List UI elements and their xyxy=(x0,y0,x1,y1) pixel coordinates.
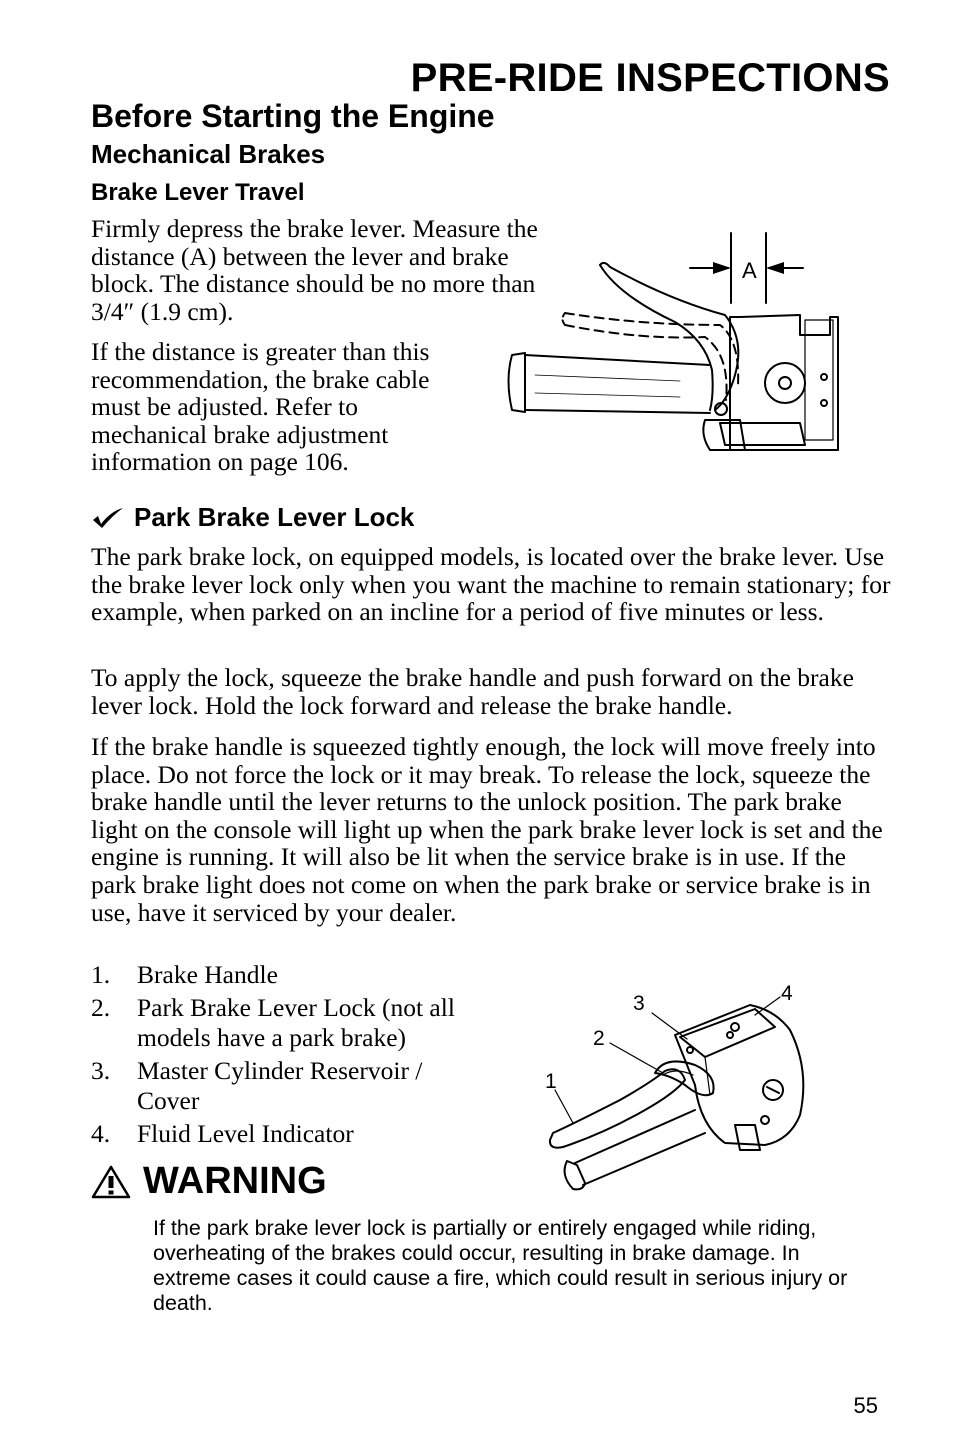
list-item-number: 4. xyxy=(91,1119,111,1148)
brake-block xyxy=(730,315,838,450)
park-brake-figure xyxy=(535,975,825,1200)
park-brake-paragraph-1: The park brake lock, on equipped models, is located over the brake lever. Use the brake lever lock only when you want the machine to remain stationary; for example, when parked on an incline for a period of five minutes or less. xyxy=(91,542,891,627)
grip-body xyxy=(525,355,710,413)
parts-list xyxy=(91,960,491,1152)
arrow-left xyxy=(713,262,731,274)
page-title: PRE-RIDE INSPECTIONS xyxy=(410,56,890,100)
warning-header xyxy=(91,1160,327,1203)
warning-text: If the park brake lever lock is partially or entirely engaged while riding, overheating of the brakes could occur, resulting in brake damage. In extreme cases it could cause a fire, which could result in serious injury or death. xyxy=(153,1216,848,1315)
grip-body xyxy=(575,1110,705,1185)
brake-lever-travel-paragraph-2: If the distance is greater than this recommendation, the brake cable must be adjusted. Refer to mechanical brake adjustment information on page 106. xyxy=(91,337,430,477)
park-brake-heading xyxy=(91,502,414,533)
list-item xyxy=(91,1119,491,1149)
warning-title: WARNING xyxy=(143,1160,327,1202)
adjuster-circle xyxy=(765,363,805,403)
brake-handle xyxy=(550,1069,685,1147)
brake-lever-travel-figure xyxy=(500,225,850,455)
subsection-heading: Mechanical Brakes xyxy=(91,139,326,169)
arrow-right xyxy=(766,262,784,274)
callout-1: 1 xyxy=(545,1070,557,1093)
callout-2: 2 xyxy=(593,1027,605,1050)
list-item-number: 3. xyxy=(91,1056,111,1085)
list-item-label: Master Cylinder Reservoir / Cover xyxy=(137,1056,423,1115)
list-item-label: Park Brake Lever Lock (not all models have a park brake) xyxy=(137,993,455,1052)
list-item-label: Brake Handle xyxy=(137,960,278,989)
park-brake-heading-label: Park Brake Lever Lock xyxy=(134,502,415,532)
list-item xyxy=(91,1056,491,1116)
park-brake-paragraph-3: If the brake handle is squeezed tightly enough, the lock will move freely into place. Do not force the lock or it may break. To release the lock, squeeze the brake handle until the lever returns to the unlock position. The park brake light on the console will light up when the park brake lever lock is set and the engine is running. It will also be lit when the service brake is in use. If the park brake light does not come on when the park brake or service brake is in use, have it serviced by your dealer. xyxy=(91,732,883,927)
list-item xyxy=(91,960,491,990)
callout-4: 4 xyxy=(781,982,793,1005)
list-item-label: Fluid Level Indicator xyxy=(137,1119,354,1148)
callout-3: 3 xyxy=(633,992,645,1015)
section-heading: Before Starting the Engine xyxy=(91,98,495,134)
park-brake-paragraph-2: To apply the lock, squeeze the brake handle and push forward on the brake lever lock. Hold the lock forward and release the brake handle. xyxy=(91,663,854,720)
list-item-number: 1. xyxy=(91,960,111,989)
grip-end xyxy=(565,1161,585,1189)
list-item xyxy=(91,993,491,1053)
dimension-label: A xyxy=(742,258,757,283)
sub-subsection-heading: Brake Lever Travel xyxy=(91,179,305,206)
check-mark-icon xyxy=(91,507,125,529)
grip-end xyxy=(509,353,526,412)
warning-triangle-icon xyxy=(91,1165,131,1199)
brake-lever-travel-paragraph-1: Firmly depress the brake lever. Measure the distance (A) between the lever and brake block. The distance should be no more than 3/4″ (1.9 cm). xyxy=(91,214,538,326)
list-item-number: 2. xyxy=(91,993,111,1022)
page-number: 55 xyxy=(853,1393,878,1418)
